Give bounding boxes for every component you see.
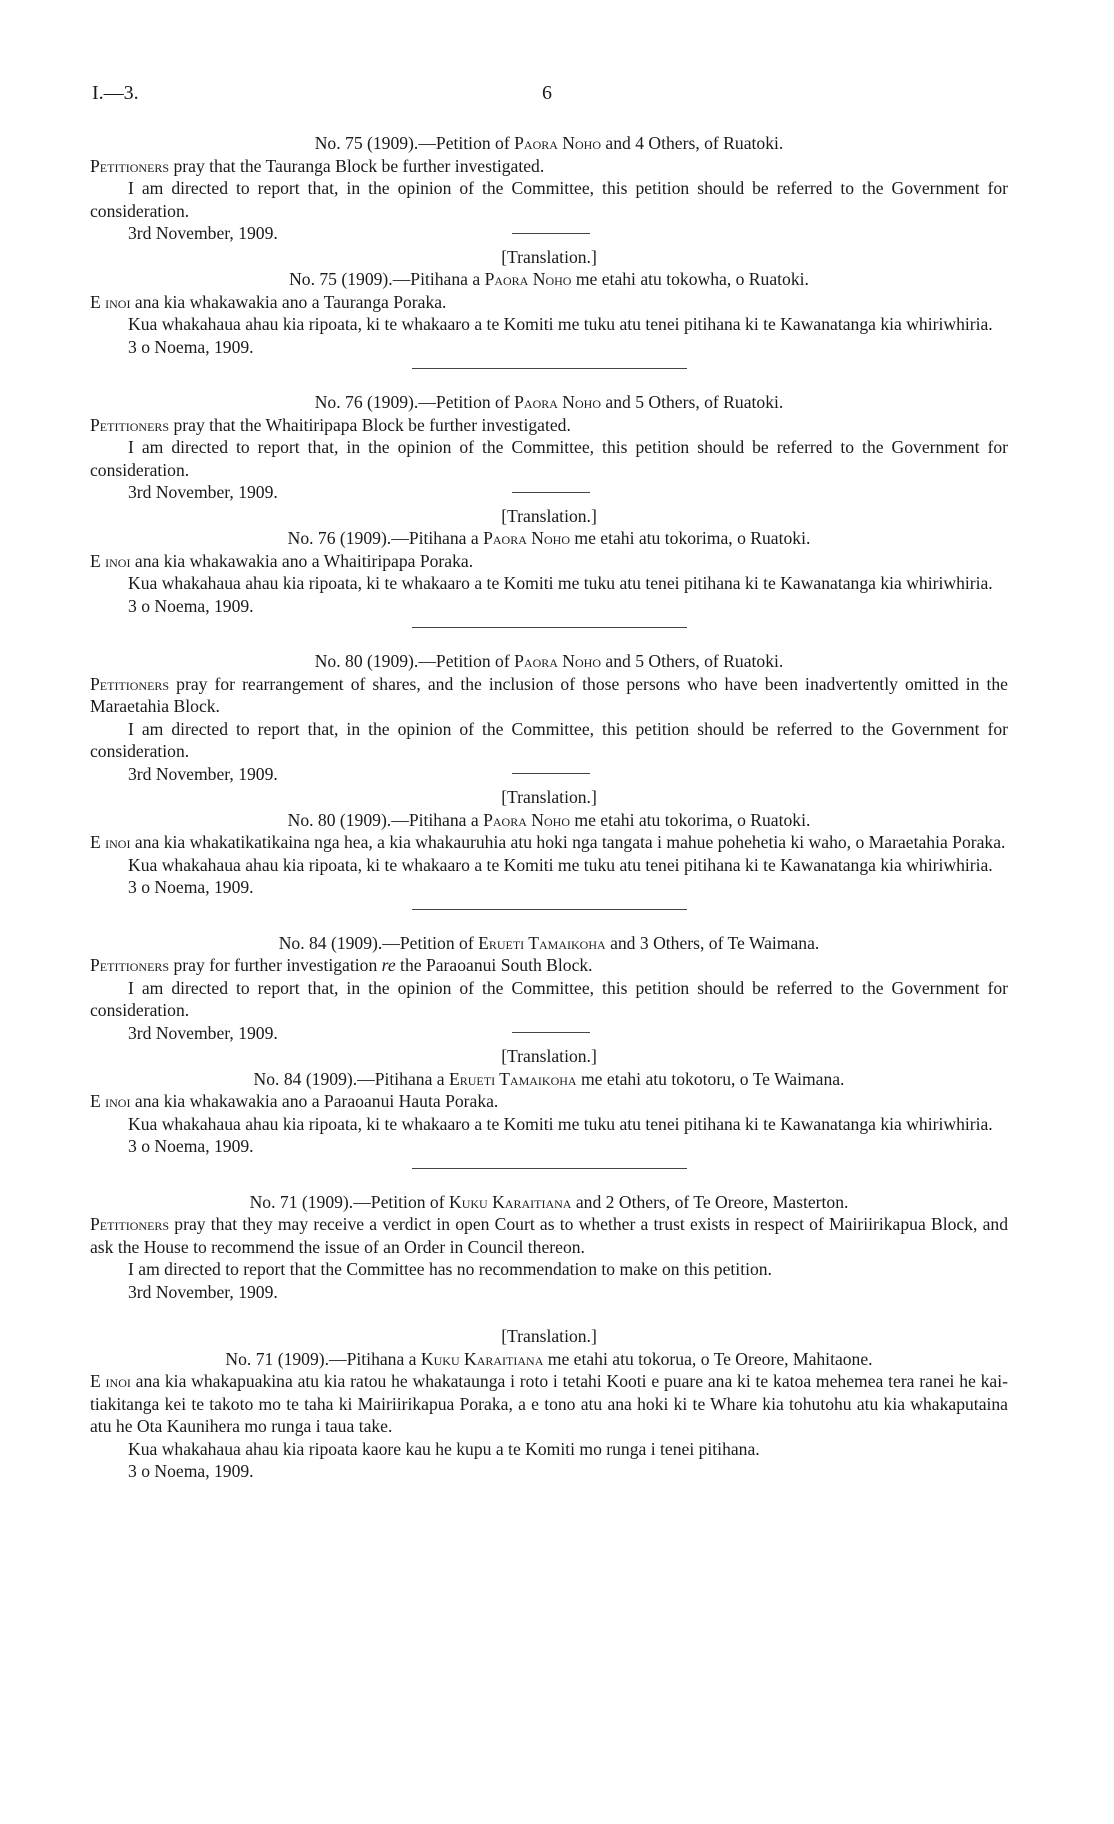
separator-long (412, 909, 687, 911)
petition-report: I am directed to report that, in the opinion of the Committee, this petition should be referred to the Government for consideration. (90, 178, 1008, 221)
translation-label: [Translation.] (501, 1326, 597, 1346)
petition-title: No. 84 (1909).—Petition of Erueti Tamaikoha and 3 Others, of Te Waimana. (278, 932, 820, 953)
maori-petition-title: No. 84 (1909).—Pitihana a Erueti Tamaikoha me etahi atu tokotoru, o Te Waimana. (253, 1068, 845, 1089)
petition-75 (90, 132, 1008, 370)
maori-date: 3 o Noema, 1909. (128, 1461, 254, 1481)
petition-date: 3rd November, 1909. (128, 1022, 278, 1043)
document-reference: I.—3. (92, 82, 139, 104)
petition-report: I am directed to report that, in the opinion of the Committee, this petition should be referred to the Government for consideration. (90, 977, 1008, 1020)
translation-label: [Translation.] (501, 1046, 597, 1066)
petition-date: 3rd November, 1909. (128, 482, 278, 502)
maori-petition-title: No. 80 (1909).—Pitihana a Paora Noho me etahi atu tokorima, o Ruatoki. (287, 809, 811, 830)
maori-date: 3 o Noema, 1909. (128, 336, 254, 357)
maori-date: 3 o Noema, 1909. (128, 1136, 254, 1156)
petition-80 (90, 650, 1008, 911)
maori-petition-title: No. 71 (1909).—Pitihana a Kuku Karaitiana me etahi atu tokorua, o Te Oreore, Mahitaone. (225, 1348, 873, 1369)
petition-report: I am directed to report that, in the opinion of the Committee, this petition should be referred to the Government for consideration. (90, 437, 1008, 480)
separator-short (512, 492, 590, 494)
spacer (90, 1303, 1008, 1317)
page-header (0, 82, 1114, 112)
translation-label: [Translation.] (501, 246, 597, 267)
separator-long (412, 368, 687, 370)
petition-report: I am directed to report that, in the opinion of the Committee, this petition should be referred to the Government for consideration. (90, 718, 1008, 761)
translation-label: [Translation.] (501, 787, 597, 807)
maori-date: 3 o Noema, 1909. (128, 595, 254, 616)
maori-prayer: E inoi ana kia whakapuakina atu kia ratou he whakataunga i roto i tetahi Kooti e puare ana ki te katoa mehemea tera ranei he kai-tiakitanga kei te takoto mo te taha ki Mairiirikapua Poraka, a e tono atu ana hoki ki te Whare kia tohutohu atu kia whakaputaina atu he Ota Kaunihera mo runga i taua take. (90, 1371, 1008, 1436)
maori-report: Kua whakahaua ahau kia ripoata, ki te whakaaro a te Komiti me tuku atu tenei pitihana ki te Kawanatanga kia whiriwhiria. (128, 573, 993, 593)
petition-prayer: Petitioners pray for rearrangement of shares, and the inclusion of those persons who have been inadvertently omitted in the Maraetahia Block. (90, 673, 1008, 716)
petition-prayer: Petitioners pray that they may receive a verdict in open Court as to whether a trust exists in respect of Mairiirikapua Block, and ask the House to recommend the issue of an Order in Council thereon. (90, 1214, 1008, 1257)
page-number: 6 (542, 82, 552, 104)
petition-date: 3rd November, 1909. (128, 763, 278, 784)
separator-short (512, 1032, 590, 1034)
maori-prayer: E inoi ana kia whakawakia ano a Tauranga Poraka. (90, 291, 447, 312)
petition-title: No. 76 (1909).—Petition of Paora Noho and 5 Others, of Ruatoki. (314, 392, 784, 412)
petition-date: 3rd November, 1909. (128, 223, 278, 243)
separator-long (412, 627, 687, 629)
maori-report: Kua whakahaua ahau kia ripoata kaore kau he kupu a te Komiti mo runga i tenei pitihana. (128, 1438, 760, 1459)
maori-petition-title: No. 75 (1909).—Pitihana a Paora Noho me etahi atu tokowha, o Ruatoki. (289, 269, 809, 289)
maori-prayer: E inoi ana kia whakawakia ano a Paraoanui Hauta Poraka. (90, 1091, 499, 1111)
maori-petition-title: No. 76 (1909).—Pitihana a Paora Noho me etahi atu tokorima, o Ruatoki. (287, 528, 811, 548)
petition-title: No. 71 (1909).—Petition of Kuku Karaitiana and 2 Others, of Te Oreore, Masterton. (249, 1191, 849, 1212)
maori-prayer: E inoi ana kia whakatikatikaina nga hea, a kia whakauruhia atu hoki nga tangata i mahue pohehetia ki waho, o Maraetahia Poraka. (90, 832, 1006, 852)
petition-71 (90, 1191, 1008, 1483)
petition-title: No. 80 (1909).—Petition of Paora Noho and 5 Others, of Ruatoki. (314, 651, 784, 671)
page-content (90, 132, 1008, 1483)
maori-report: Kua whakahaua ahau kia ripoata, ki te whakaaro a te Komiti me tuku atu tenei pitihana ki te Kawanatanga kia whiriwhiria. (128, 854, 993, 875)
petition-title: No. 75 (1909).—Petition of Paora Noho and 4 Others, of Ruatoki. (314, 133, 784, 153)
maori-date: 3 o Noema, 1909. (128, 877, 254, 897)
separator-short (512, 233, 590, 235)
maori-prayer: E inoi ana kia whakawakia ano a Whaitiripapa Poraka. (90, 550, 474, 571)
petition-prayer: Petitioners pray that the Tauranga Block be further investigated. (90, 155, 545, 176)
petition-84 (90, 932, 1008, 1170)
separator-long (412, 1168, 687, 1170)
petition-76 (90, 391, 1008, 629)
maori-report: Kua whakahaua ahau kia ripoata, ki te whakaaro a te Komiti me tuku atu tenei pitihana ki te Kawanatanga kia whiriwhiria. (128, 314, 993, 334)
petition-prayer: Petitioners pray that the Whaitiripapa Block be further investigated. (90, 414, 571, 435)
petition-date: 3rd November, 1909. (128, 1281, 278, 1302)
petition-prayer: Petitioners pray for further investigation re the Paraoanui South Block. (90, 955, 593, 975)
maori-report: Kua whakahaua ahau kia ripoata, ki te whakaaro a te Komiti me tuku atu tenei pitihana ki te Kawanatanga kia whiriwhiria. (128, 1113, 993, 1134)
petition-report: I am directed to report that the Committee has no recommendation to make on this petition. (128, 1259, 772, 1279)
translation-label: [Translation.] (501, 505, 597, 526)
separator-short (512, 773, 590, 775)
